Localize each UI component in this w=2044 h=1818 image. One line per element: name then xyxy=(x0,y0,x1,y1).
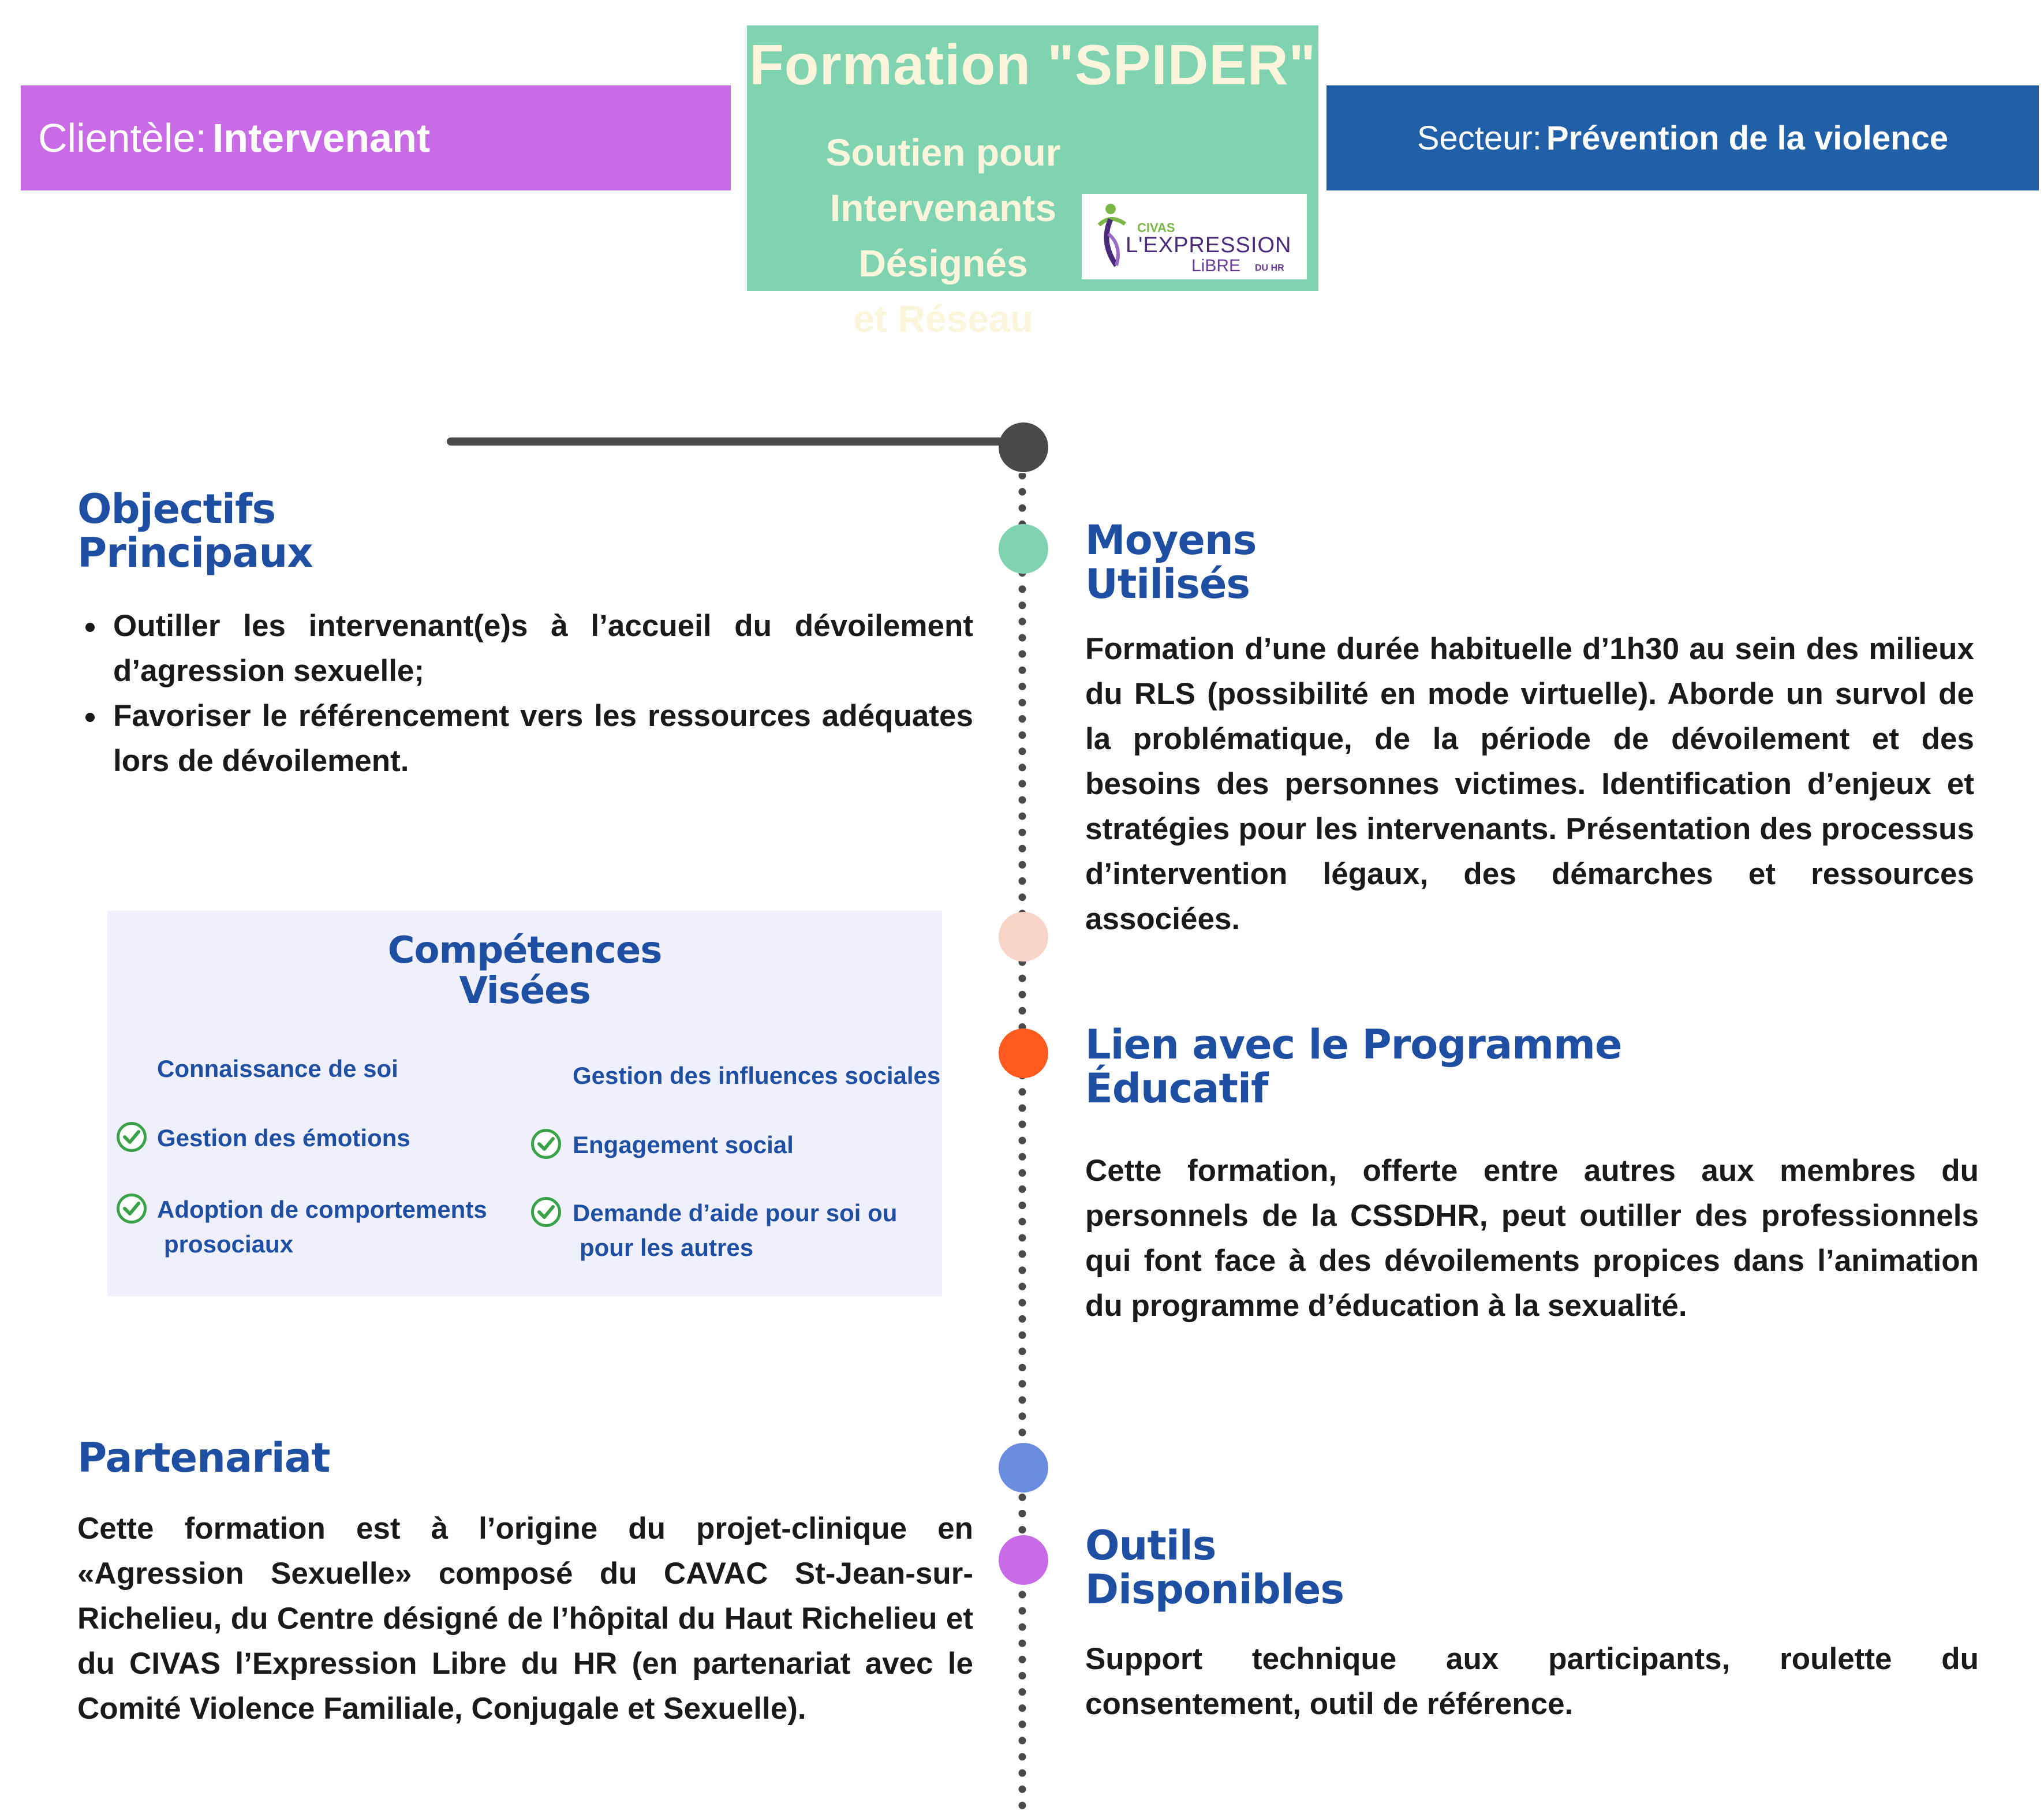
competence-emotions: Gestion des émotions xyxy=(157,1124,410,1151)
title-box xyxy=(747,25,1318,340)
competence-prosociaux-2: prosociaux xyxy=(164,1230,294,1258)
timeline-horizontal xyxy=(447,437,1024,446)
objectifs-title-2: Principaux xyxy=(77,529,313,577)
moyens-title-2: Utilisés xyxy=(1085,560,1250,608)
outils-title-2: Disponibles xyxy=(1085,1566,1344,1613)
objectifs-title-1: Objectifs xyxy=(77,485,276,533)
partenariat-text: Cette formation est à l’origine du projet-clinique en «Agression Sexuelle» composé du CAVAC St-Jean-sur-Richelieu, du Centre désigné de l’hôpital du Haut Richelieu et du CIVAS l’Expression Libre du HR (en partenariat avec le Comité Violence Familiale, Conjugale et Sexuelle). xyxy=(77,1512,973,1726)
timeline-dotted-line xyxy=(1018,473,1026,1818)
clientele-bar xyxy=(21,85,731,190)
competence-influences: Gestion des influences sociales xyxy=(573,1062,941,1089)
logo-civas: CIVAS xyxy=(1137,220,1175,235)
clientele-label: Clientèle: xyxy=(38,115,207,160)
secteur-value: Prévention de la violence xyxy=(1546,119,1949,157)
lien-heading xyxy=(1085,1023,1951,1110)
timeline-dot-peach xyxy=(999,912,1048,962)
subtitle-line-3: et Réseau xyxy=(853,297,1033,340)
check-icon xyxy=(117,1122,147,1152)
outils-heading xyxy=(1085,1524,1662,1611)
timeline-dot-partenariat xyxy=(999,1443,1048,1492)
objectif-item: • Outiller les intervenant(e)s à l’accueil du dévoilement d’agression sexuelle; xyxy=(107,604,973,694)
logo-expression: L'EXPRESSION xyxy=(1126,233,1292,257)
competence-aide-1: Demande d’aide pour soi ou xyxy=(573,1199,898,1226)
clientele-value: Intervenant xyxy=(212,115,431,160)
competence-aide-2: pour les autres xyxy=(580,1234,754,1261)
outils-title-1: Outils xyxy=(1085,1522,1216,1569)
timeline-start-dot xyxy=(999,422,1048,472)
objectifs-heading xyxy=(77,487,597,575)
moyens-title-1: Moyens xyxy=(1085,517,1257,564)
secteur-bar xyxy=(1326,85,2039,190)
timeline-dot-outils xyxy=(999,1535,1048,1585)
subtitle-line-1: Soutien pour xyxy=(825,131,1061,174)
outils-text: Support technique aux participants, roulette du consentement, outil de référence. xyxy=(1085,1642,1979,1721)
objectif-item: • Favoriser le référencement vers les ressources adéquates lors de dévoilement. xyxy=(107,694,973,784)
lien-text: Cette formation, offerte entre autres aux membres du personnels de la CSSDHR, peut outiller des professionnels qui font face à des dévoilements propices dans l’animation du programme d’éducation à la sexualité. xyxy=(1085,1154,1979,1323)
lien-title-2: Éducatif xyxy=(1085,1065,1268,1112)
partenariat-heading: Partenariat xyxy=(77,1434,330,1482)
logo-duhr: DU HR xyxy=(1255,263,1284,273)
timeline-dot-lien xyxy=(999,1028,1048,1078)
check-icon xyxy=(531,1197,561,1227)
civas-logo xyxy=(1082,194,1307,279)
timeline-dot-moyens xyxy=(999,524,1048,574)
competences-heading xyxy=(107,930,942,1011)
competences-box xyxy=(107,911,942,1296)
subtitle-line-2: Intervenants Désignés xyxy=(829,186,1057,285)
secteur-label: Secteur: xyxy=(1417,119,1542,157)
lien-title-1: Lien avec le Programme xyxy=(1085,1021,1622,1068)
page-subtitle xyxy=(758,125,1128,346)
logo-libre: LiBRE xyxy=(1191,256,1241,275)
check-icon xyxy=(531,1129,561,1159)
competence-engagement: Engagement social xyxy=(573,1131,794,1158)
competence-prosociaux-1: Adoption de comportements xyxy=(157,1196,487,1223)
moyens-heading xyxy=(1085,518,1662,606)
competences-title-2: Visées xyxy=(459,970,591,1012)
objectifs-list xyxy=(52,604,973,784)
competence-connaissance: Connaissance de soi xyxy=(157,1055,398,1082)
competences-title-1: Compétences xyxy=(387,929,662,972)
page-title: Formation "SPIDER" xyxy=(749,33,1317,96)
check-icon xyxy=(117,1194,147,1224)
moyens-text: Formation d’une durée habituelle d’1h30 au sein des milieux du RLS (possibilité en mode virtuelle). Aborde un survol de la problématique, de la période de dévoilement et des besoins des personnes victimes. Identification d’enjeux et stratégies pour les intervenants. Présentation des processus d’intervention légaux, des démarches et ressources associées. xyxy=(1085,632,1974,936)
